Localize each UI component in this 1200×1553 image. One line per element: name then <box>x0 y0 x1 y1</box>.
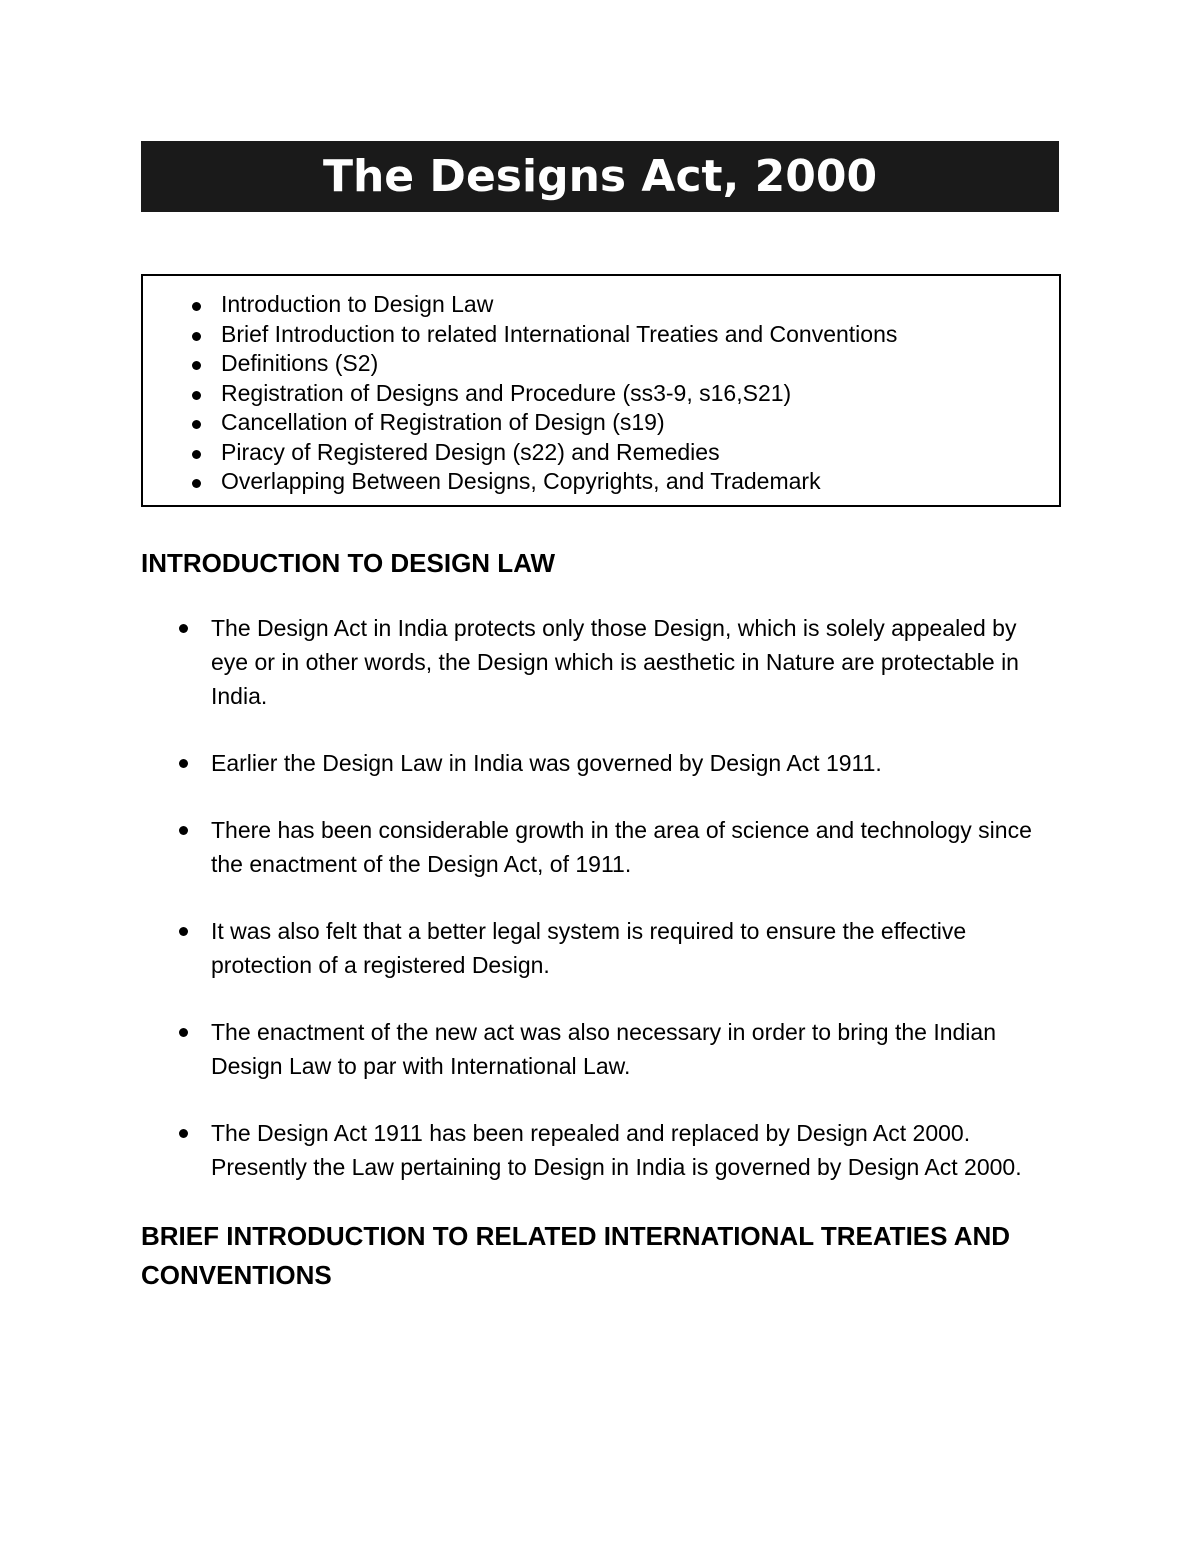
bullet-icon <box>192 420 201 429</box>
section-heading-introduction: INTRODUCTION TO DESIGN LAW <box>141 547 556 578</box>
document-page <box>141 141 1059 1295</box>
contents-item <box>143 438 1059 468</box>
bullet-icon <box>192 302 201 311</box>
contents-item <box>143 290 1059 320</box>
list-item-text: There has been considerable growth in the area of science and technology since the enactment of the Design Act, of 1911. <box>211 816 1032 877</box>
list-item-text: The Design Act in India protects only those Design, which is solely appealed by eye or in other words, the Design which is aesthetic in Nature are protectable in India. <box>211 614 1019 709</box>
bullet-icon <box>179 1028 188 1037</box>
list-item-text: The enactment of the new act was also necessary in order to bring the Indian Design Law to par with International Law. <box>211 1018 996 1079</box>
bullet-icon <box>192 332 201 341</box>
list-item <box>141 746 1059 780</box>
list-item <box>141 611 1059 713</box>
contents-item-text: Piracy of Registered Design (s22) and Remedies <box>221 438 720 465</box>
list-item-text: The Design Act 1911 has been repealed and replaced by Design Act 2000. Presently the Law pertaining to Design in India is governed by Design Act 2000. <box>211 1119 1022 1180</box>
document-title: The Designs Act, 2000 <box>322 151 878 202</box>
contents-list <box>143 290 1059 497</box>
contents-item <box>143 349 1059 379</box>
bullet-icon <box>192 361 201 370</box>
contents-item-text: Registration of Designs and Procedure (ss3-9, s16,S21) <box>221 379 792 406</box>
contents-item <box>143 379 1059 409</box>
contents-item <box>143 320 1059 350</box>
bullet-icon <box>192 391 201 400</box>
section-heading-treaties: BRIEF INTRODUCTION TO RELATED INTERNATIONAL TREATIES AND CONVENTIONS <box>141 1220 1011 1290</box>
contents-item <box>143 408 1059 438</box>
introduction-points-list <box>141 611 1059 1184</box>
bullet-icon <box>179 927 188 936</box>
contents-item-text: Overlapping Between Designs, Copyrights, and Trademark <box>221 468 821 494</box>
list-item <box>141 1116 1059 1184</box>
list-item <box>141 1015 1059 1083</box>
contents-box <box>141 274 1061 507</box>
contents-item-text: Brief Introduction to related International Treaties and Conventions <box>221 320 898 347</box>
contents-item <box>143 467 1059 497</box>
contents-item-text: Introduction to Design Law <box>221 291 494 317</box>
list-item-text: Earlier the Design Law in India was governed by Design Act 1911. <box>211 749 882 776</box>
bullet-icon <box>179 826 188 835</box>
list-item <box>141 914 1059 982</box>
bullet-icon <box>179 759 188 768</box>
bullet-icon <box>192 479 201 488</box>
title-banner <box>141 141 1059 212</box>
bullet-icon <box>192 450 201 459</box>
contents-item-text: Cancellation of Registration of Design (s19) <box>221 409 665 435</box>
list-item-text: It was also felt that a better legal system is required to ensure the effective protection of a registered Design. <box>211 917 967 978</box>
list-item <box>141 813 1059 881</box>
bullet-icon <box>179 624 188 633</box>
contents-item-text: Definitions (S2) <box>221 350 379 376</box>
bullet-icon <box>179 1129 188 1138</box>
